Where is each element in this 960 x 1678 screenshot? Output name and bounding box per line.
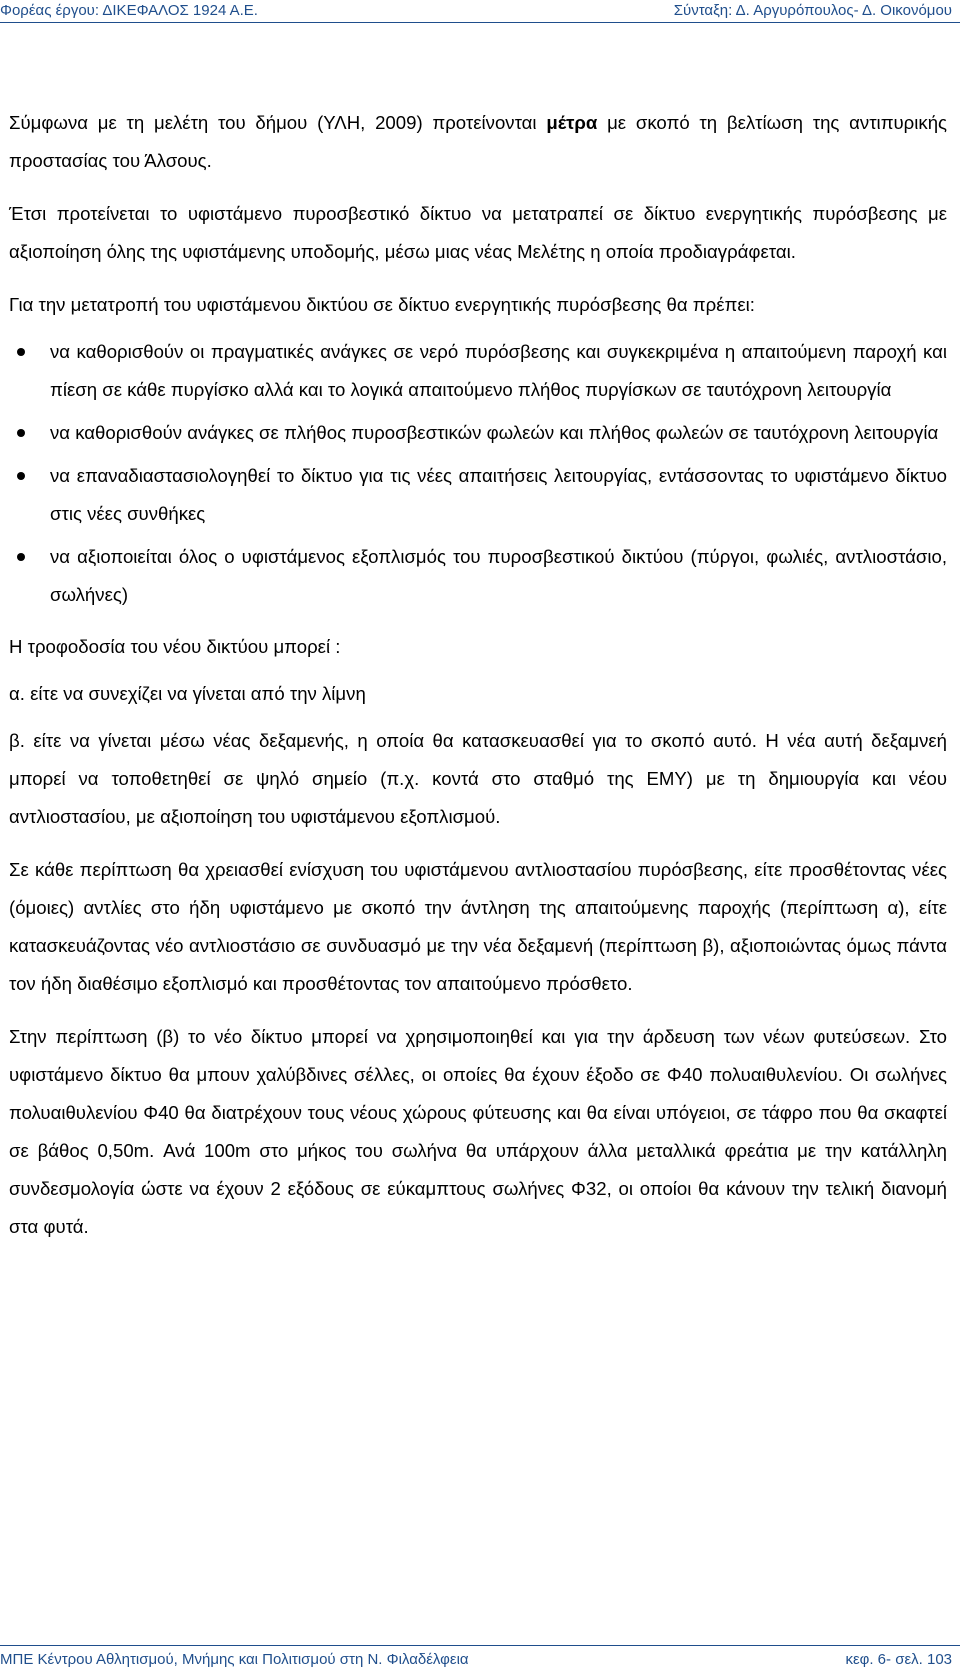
- paragraph-option-b: β. είτε να γίνεται μέσω νέας δεξαμενής, η οποία θα κατασκευασθεί για το σκοπό αυτό. Η νέα αυτή δεξαμνεή μπορεί να τοποθετηθεί σε ψηλό σημείο (π.χ. κοντά στο σταθμό της ΕΜΥ) με τη δημιουργία και νέου αντλιοστασίου, με αξιοποίηση του υφιστάμενου εξοπλισμού.: [9, 730, 947, 827]
- paragraph-requirements: Για την μετατροπή του υφιστάμενου δικτύου σε δίκτυο ενεργητικής πυρόσβεσης θα πρέπει:: [9, 294, 755, 315]
- bullet-icon: [17, 348, 25, 356]
- bullet-icon: [17, 429, 25, 437]
- paragraph-intro: Σύμφωνα με τη μελέτη του δήμου (ΥΛΗ, 2009) προτείνονται μέτρα με σκοπό τη βελτίωση της αντιπυρικής προστασίας του Άλσους.: [9, 112, 947, 171]
- paragraph-proposal: Έτσι προτείνεται το υφιστάμενο πυροσβεστικό δίκτυο να μετατραπεί σε δίκτυο ενεργητικής πυρόσβεσης με αξιοποίηση όλης της υφιστάμενης υποδομής, μέσω μιας νέας Μελέτης η οποία προδιαγράφεται.: [9, 203, 947, 262]
- header-client: Φορέας έργου: ΔΙΚΕΦΑΛΟΣ 1924 Α.Ε.: [0, 2, 258, 19]
- page-footer: [0, 1645, 960, 1678]
- footer-divider: [0, 1645, 960, 1646]
- list-item: να καθορισθούν οι πραγματικές ανάγκες σε νερό πυρόσβεσης και συγκεκριμένα η απαιτούμενη παροχή και πίεση σε κάθε πυργίσκο αλλά και το λογικά απαιτούμενο πλήθος πυργίσκων σε ταυτόχρονη λειτουργία: [9, 333, 947, 409]
- list-item: να αξιοποιείται όλος ο υφιστάμενος εξοπλισμός του πυροσβεστικού δικτύου (πύργοι, φωλιές, αντλιοστάσιο, σωλήνες): [9, 538, 947, 614]
- footer-title: ΜΠΕ Κέντρου Αθλητισμού, Μνήμης και Πολιτισμού στη Ν. Φιλαδέλφεια: [0, 1651, 469, 1668]
- list-item: να καθορισθούν ανάγκες σε πλήθος πυροσβεστικών φωλεών και πλήθος φωλεών σε ταυτόχρονη λειτουργία: [9, 414, 947, 452]
- bullet-icon: [17, 472, 25, 480]
- header-authors: Σύνταξη: Δ. Αργυρόπουλος- Δ. Οικονόμου: [673, 2, 952, 19]
- paragraph-option-a: α. είτε να συνεχίζει να γίνεται από την λίμνη: [9, 683, 366, 704]
- footer-page-number: κεφ. 6- σελ. 103: [845, 1651, 952, 1668]
- paragraph-pump-station: Σε κάθε περίπτωση θα χρειασθεί ενίσχυση του υφιστάμενου αντλιοστασίου πυρόσβεσης, είτε προσθέτοντας νέες (όμοιες) αντλίες στο ήδη υφιστάμενο με σκοπό την άντληση της απαιτούμενης παροχής (περίπτωση α), είτε κατασκευάζοντας νέο αντλιοστάσιο σε συνδυασμό με την νέα δεξαμενή (περίπτωση β), αξιοποιώντας όμως πάντα τον ήδη διαθέσιμο εξοπλισμό και προσθέτοντας τον απαιτούμενο πρόσθετο.: [9, 859, 947, 994]
- list-item: να επαναδιαστασιολογηθεί το δίκτυο για τις νέες απαιτήσεις λειτουργίας, εντάσσοντας το υφιστάμενο δίκτυο στις νέες συνθήκες: [9, 457, 947, 533]
- paragraph-supply: Η τροφοδοσία του νέου δικτύου μπορεί :: [9, 636, 341, 657]
- requirements-list: [9, 333, 947, 614]
- bold-measures: μέτρα: [546, 112, 598, 133]
- document-body: [9, 104, 947, 1246]
- bullet-icon: [17, 553, 25, 561]
- header-divider: [0, 22, 960, 23]
- paragraph-irrigation: Στην περίπτωση (β) το νέο δίκτυο μπορεί να χρησιμοποιηθεί και για την άρδευση των νέων φυτεύσεων. Στο υφιστάμενο δίκτυο θα μπουν χαλύβδινες σέλλες, οι οποίες θα έχουν έξοδο σε Φ40 πολυαιθυλενίου. Οι σωλήνες πολυαιθυλενίου Φ40 θα διατρέχουν τους νέους χώρους φύτευσης και θα είναι υπόγειοι, σε τάφρο που θα σκαφτεί σε βάθος 0,50m. Ανά 100m στο μήκος του σωλήνα θα υπάρχουν άλλα μεταλλικά φρεάτια με την κατάλληλη συνδεσμολογία ώστε να έχουν 2 εξόδους σε εύκαμπτους σωλήνες Φ32, οι οποίοι θα κάνουν την τελική διανομή στα φυτά.: [9, 1026, 947, 1237]
- page-header: [0, 0, 960, 22]
